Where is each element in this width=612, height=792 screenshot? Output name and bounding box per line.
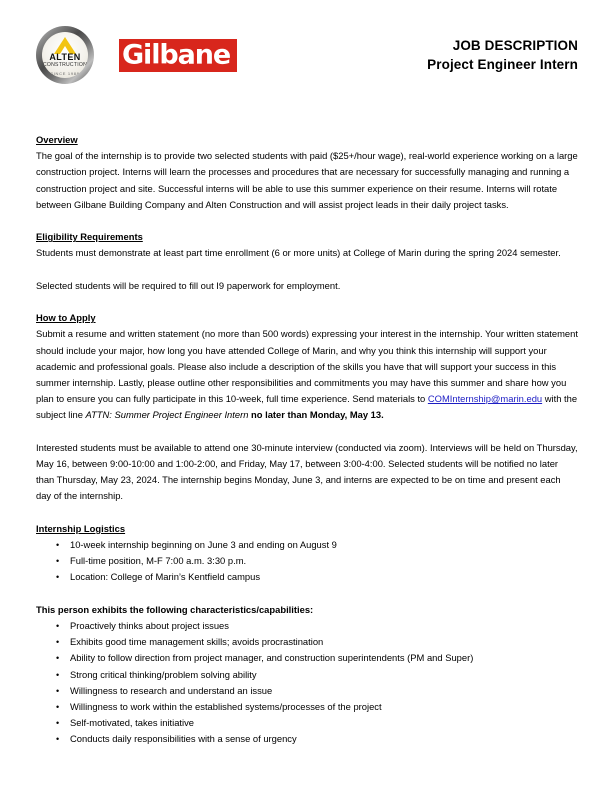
list-item: • Strong critical thinking/problem solving ability	[36, 667, 578, 683]
page-subtitle: Project Engineer Intern	[427, 57, 578, 72]
list-item: • 10-week internship beginning on June 3 and ending on August 9	[36, 537, 578, 553]
alten-logo-name: ALTEN	[49, 52, 81, 62]
application-deadline: no later than Monday, May 13.	[251, 409, 384, 421]
page-title: JOB DESCRIPTION	[452, 38, 578, 53]
how-to-apply-paragraph	[36, 326, 578, 423]
document-title-block	[427, 36, 578, 74]
spacer	[36, 262, 578, 278]
email-subject-line: ATTN: Summer Project Engineer Intern	[85, 409, 249, 421]
eligibility-i9-paragraph: Selected students will be required to fill out I9 paperwork for employment.	[36, 279, 341, 291]
eligibility-paragraph: Students must demonstrate at least part time enrollment (6 or more units) at College of Marin during the spring 2024 semester.	[36, 247, 561, 259]
list-item: • Exhibits good time management skills; avoids procrastination	[36, 634, 578, 650]
spacer	[36, 213, 578, 229]
logistics-list	[36, 537, 578, 586]
document-header	[36, 26, 578, 106]
interview-paragraph: Interested students must be available to attend one 30-minute interview (conducted via zoom). Interviews will be held on Thursday, May 16, between 9:00-10:00 and 1:00-2:00, and Friday, May 17, between 3:00-4:00. Selected students will be notified no later than Thursday, May 23, 2024. The internship begins Monday, June 3, and interns are expected to be on time and present each day of the internship.	[36, 441, 578, 502]
list-item: • Self-motivated, takes initiative	[36, 715, 578, 731]
section-heading-characteristics: This person exhibits the following characteristics/capabilities:	[36, 603, 314, 615]
alten-logo-subtitle: CONSTRUCTION	[42, 62, 88, 68]
section-heading-how-to-apply: How to Apply	[36, 312, 96, 324]
list-item: • Location: College of Marin’s Kentfield campus	[36, 569, 578, 585]
spacer	[36, 586, 578, 602]
list-item: • Conducts daily responsibilities with a sense of urgency	[36, 731, 578, 747]
alten-logo-since: SINCE 1988	[50, 71, 80, 76]
spacer	[36, 294, 578, 310]
spacer	[36, 505, 578, 521]
logo-group	[36, 26, 237, 84]
gilbane-logo	[119, 39, 237, 72]
list-item: • Ability to follow direction from project manager, and construction superintendents (PM and Super)	[36, 650, 578, 666]
list-item: • Proactively thinks about project issues	[36, 618, 578, 634]
alten-logo-inner	[42, 32, 88, 78]
list-item: • Full-time position, M-F 7:00 a.m. 3:30 p.m.	[36, 553, 578, 569]
gilbane-logo-text: Gilbane	[122, 39, 231, 71]
characteristics-list	[36, 618, 578, 748]
spacer	[36, 424, 578, 440]
list-item: • Willingness to work within the established systems/processes of the project	[36, 699, 578, 715]
document-body	[36, 132, 578, 748]
how-to-apply-text-part1: Submit a resume and written statement (no more than 500 words) expressing your interest in the internship. Your written statement should include your major, how long you have attended College of Marin, and why you think this internship will support your academic and professional goals. Please also include a description of the skills you have that will support your success in this summer internship. Lastly, please outline other responsibilities and commitments you may have this summer and share how you plan to ensure you can fully participate in this 10-week, full time experience. Send materials to	[36, 328, 578, 405]
alten-construction-logo	[36, 26, 94, 84]
section-heading-logistics: Internship Logistics	[36, 522, 126, 534]
list-item: • Willingness to research and understand an issue	[36, 683, 578, 699]
internship-email-link[interactable]: COMInternship@marin.edu	[427, 393, 543, 405]
section-heading-overview: Overview	[36, 134, 78, 145]
section-heading-eligibility: Eligibility Requirements	[36, 231, 143, 243]
overview-paragraph: The goal of the internship is to provide two selected students with paid ($25+/hour wage), real-world experience working on a large construction project. Interns will learn the processes and procedures that are necessary for successfully managing and running a construction project and site. Successful interns will be able to use this summer experience on their resume. Interns will rotate between Gilbane Building Company and Alten Construction and will assist project leads in their daily project tasks.	[36, 150, 578, 210]
how-to-apply-text-part2: with the subject line	[36, 393, 578, 421]
